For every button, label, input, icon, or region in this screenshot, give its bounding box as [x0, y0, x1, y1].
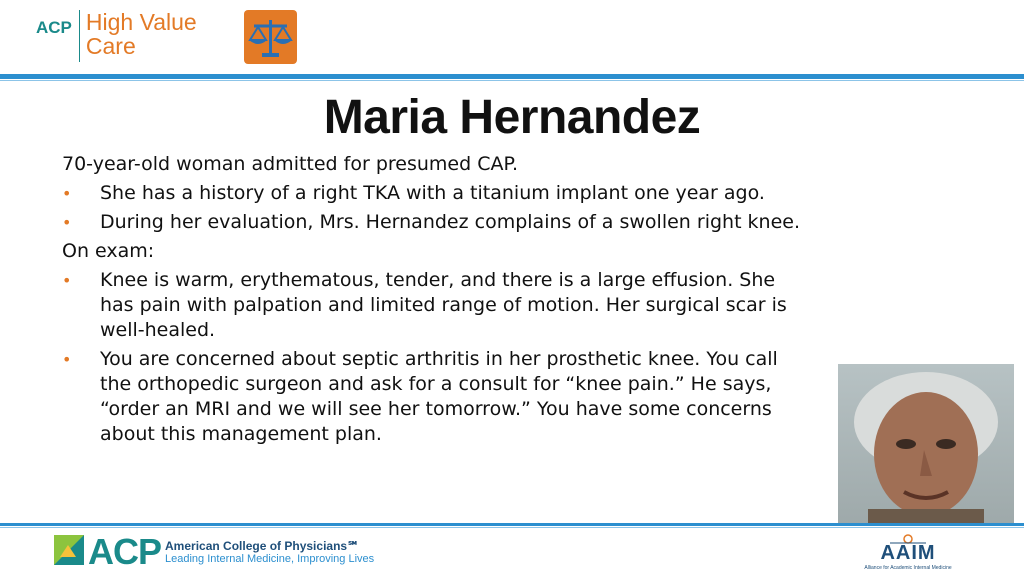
- bullet-glyph: •: [62, 184, 72, 203]
- acp-flag-icon: [54, 535, 84, 570]
- slide-title: Maria Hernandez: [323, 91, 701, 144]
- list-item: [62, 181, 802, 206]
- intro-text: 70-year-old woman admitted for presumed CAP.: [62, 153, 519, 175]
- acp-logo-text: ACP: [88, 531, 162, 572]
- high-value-care-text: [86, 10, 197, 58]
- bullet-text: Knee is warm, erythematous, tender, and there is a large effusion. She has pain with palpation and limited range of motion. Her surgical scar is well-healed.: [100, 269, 787, 341]
- footer-rule-thin: [0, 527, 1024, 528]
- history-list: [62, 181, 802, 235]
- acp-footer-logo: [54, 531, 375, 572]
- logo-line-2: Care: [85, 33, 136, 59]
- list-item: [62, 268, 802, 343]
- aaim-tagline: Alliance for Academic Internal Medicine: [864, 565, 952, 571]
- list-item: [62, 347, 802, 447]
- logo-line-1: High Value: [85, 9, 197, 35]
- aaim-name: AAIM: [880, 542, 936, 564]
- logo-divider: [79, 10, 80, 62]
- high-value-care-logo: [36, 8, 197, 68]
- bullet-glyph: •: [62, 213, 72, 232]
- bullet-glyph: •: [62, 350, 72, 369]
- list-item: [62, 210, 802, 235]
- header-rule: [0, 74, 1024, 79]
- bullet-text: You are concerned about septic arthritis in her prosthetic knee. You call the orthopedic surgeon and ask for a consult for “knee pain.” He says, “order an MRI and we will see her tomorrow.” You have some concerns about this management plan.: [100, 348, 778, 445]
- bullet-glyph: •: [62, 271, 72, 290]
- acp-name: American College of Physicians℠: [165, 539, 360, 553]
- aaim-footer-logo: [842, 534, 974, 572]
- scales-of-justice-icon: [244, 10, 297, 64]
- patient-photo: [838, 364, 1014, 525]
- acp-logo-text: ACP: [36, 18, 72, 37]
- bullet-text: She has a history of a right TKA with a titanium implant one year ago.: [100, 182, 765, 204]
- header-rule-thin: [0, 80, 1024, 81]
- aaim-emblem-icon: [888, 534, 928, 544]
- bullet-text: During her evaluation, Mrs. Hernandez complains of a swollen right knee.: [100, 211, 801, 233]
- exam-label: On exam:: [62, 240, 155, 262]
- slide-body: [62, 152, 802, 451]
- exam-list: [62, 268, 802, 447]
- footer-rule: [0, 523, 1024, 526]
- acp-tagline: Leading Internal Medicine, Improving Lives: [165, 553, 375, 565]
